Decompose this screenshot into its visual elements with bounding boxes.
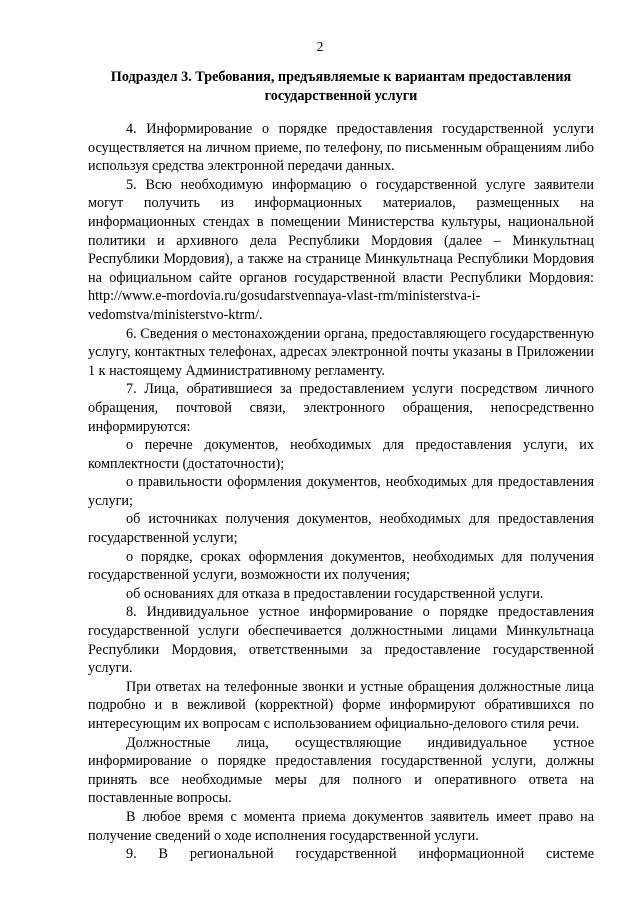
paragraph-6: 6. Сведения о местонахождении органа, предоставляющего государственную услугу, контактных телефонах, адресах электронной почты указаны в Приложении 1 к настоящему Административному регламенту. — [88, 325, 594, 379]
list-item-refusal-grounds: об основаниях для отказа в предоставлении государственной услуги. — [126, 585, 544, 602]
paragraph-phone-answers: При ответах на телефонные звонки и устные обращения должностные лица подробно и в вежливой (корректной) форме информируют обратившихся по интересующим их вопросам с использованием официально-делового стиля речи. — [88, 678, 594, 732]
paragraph-status-info: В любое время с момента приема документов заявитель имеет право на получение сведений о ходе исполнения государственной услуги. — [88, 808, 594, 844]
section-heading — [88, 68, 594, 106]
paragraph-4: 4. Информирование о порядке предоставления государственной услуги осуществляется на личном приеме, по телефону, по письменным обращениям либо используя средства электронной передачи данных. — [88, 121, 594, 175]
list-item-terms: о порядке, сроках оформления документов, необходимых для получения государственной услуги, возможности их получения; — [88, 548, 594, 584]
paragraph-7: 7. Лица, обратившиеся за предоставлением услуги посредством личного обращения, почтовой связи, электронного обращения, непосредственно информируются: — [88, 381, 594, 435]
section-heading-line-2: государственной услуги — [264, 88, 418, 104]
list-item-documents: о перечне документов, необходимых для предоставления услуги, их комплектности (достаточности); — [88, 437, 594, 472]
list-item-sources: об источниках получения документов, необходимых для предоставления государственной услуги; — [88, 511, 594, 547]
section-heading-line-1: Подраздел 3. Требования, предъявляемые к вариантам предоставления — [110, 69, 572, 85]
page-number: 2 — [316, 39, 324, 54]
list-item-correctness: о правильности оформления документов, необходимых для предоставления услуги; — [88, 474, 594, 509]
paragraph-officials: Должностные лица, осуществляющие индивидуальное устное информирование о порядке предоставления государственной услуги, должны принять все необходимые меры для полного и оперативного ответа на поставленные вопросы. — [88, 734, 594, 807]
paragraph-8: 8. Индивидуальное устное информирование о порядке предоставления государственной услуги обеспечивается должностными лицами Минкультнаца Республики Мордовия, ответственными за предоставление государственной услуги. — [88, 604, 594, 677]
paragraph-5: 5. Всю необходимую информацию о государственной услуге заявители могут получить из информационных материалов, размещенных на информационных стендах в помещении Министерства культуры, национальной политики и архивного дела Республики Мордовия (далее – Минкультнац Республики Мордовия), а также на странице Минкультнаца Республики Мордовия на официальном сайте органов государственной власти Республики Мордовия: http://www.e-mordovia.ru/gosudarstvennaya-vlast-rm/ministerstva-i-vedomstva/ministerstvo-ktrm/. — [88, 176, 594, 323]
document-body — [88, 120, 594, 864]
paragraph-9: 9. В региональной государственной информационной системе — [126, 846, 594, 863]
